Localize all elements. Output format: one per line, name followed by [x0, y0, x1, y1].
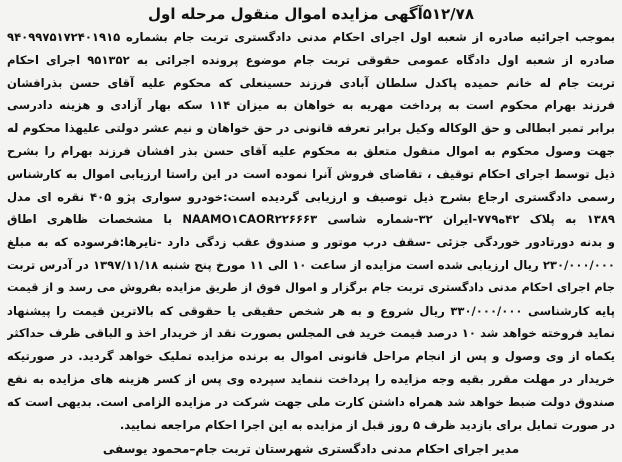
- notice-line: رسمی دادگستری ارجاع بشرح ذیل توصیف و ارزیابی گردیده است:خودرو سواری پژو ۴۰۵ نقره ای مدل: [7, 189, 615, 204]
- notice-line: جهت وصول محکوم به اموال منقول متعلق به محکوم علیه آقای حسن بذر افشان فرزند بهرام را بشرح: [7, 143, 615, 158]
- notice-line: نماید فروخته خواهد شد ۱۰ درصد قیمت خرید فی المجلس بصورت نقد از خریدار اخذ و الباقی ظرف حداکثر: [7, 326, 615, 341]
- notice-line: برابر تمبر ابطالی و حق الوکاله وکیل برابر تعرفه قانونی در حق خواهان و نیم عشر دولتی علیهذا محکوم له: [7, 121, 615, 136]
- notice-line: ۲۳۰/۰۰۰/۰۰۰ ریال ارزیابی شده است مزایده از ساعت ۱۰ الی ۱۱ مورخ پنج شنبه ۱۳۹۷/۱۱/۱۸ در آدرس تربت: [7, 257, 615, 272]
- notice-line: ۱۳۸۹ به پلاک ۴۲ه۷۷۹-ایران ۳۲-شماره شاسی NAAMO۱CAOR۲۲۶۶۶۳ با مشخصات ظاهری اطاق: [7, 212, 615, 227]
- notice-title: ۵۱۲/۷۸آگهی مزایده اموال منقول مرحله اول: [148, 5, 474, 23]
- notice-line: فرزند بهرام محکوم است به پرداخت مهریه به خواهان به میزان ۱۱۴ سکه بهار آزادی و هزینه دادرسی: [7, 98, 615, 113]
- notice-line: یکماه از وی وصول و پس از انجام مراحل قانونی اموال به برنده مزایده تملیک خواهد گردید. در صورتیکه: [7, 349, 615, 364]
- notice-signature: مدیر اجرای احکام مدنی دادگستری شهرستان تربت جام–محمود یوسفی: [102, 442, 520, 457]
- notice-line: خریدار در مهلت مقرر بقیه وجه مزایده را پرداخت ننماید سپرده وی پس از کسر هزینه های مزایده به نفع: [7, 371, 615, 386]
- notice-line: صندوق دولت ضبط خواهد شد همراه داشتن کارت ملی جهت شرکت در مزایده الزامی است. بدیهی است که: [7, 394, 615, 409]
- notice-line: در صورت تمایل برای بازدید ظرف ۵ روز قبل از مزایده به این اجرا احکام مراجعه نمایید.: [119, 417, 615, 432]
- notice-line: بموجب اجرائیه صادره از شعبه اول اجرای احکام مدنی دادگستری تربت جام بشماره ۹۴۰۹۹۷۵۱۷۲۴۰۱۹۱۵: [7, 30, 615, 44]
- notice-line: پایه کارشناسی ۳۳۰/۰۰۰/۰۰۰ ریال شروع و به هر شخص حقیقی یا حقوقی که بالاترین قیمت را پیشنهاد: [7, 303, 615, 318]
- notice-line: صادره از شعبه اول دادگاه عمومی حقوقی تربت جام موضوع پرونده اجرائی به ۹۵۱۳۵۲ اجرای احکام: [7, 52, 615, 67]
- notice-body: [7, 26, 615, 436]
- notice-line: جام اجرای احکام مدنی دادگستری تربت جام برگزار و اموال فوق از طریق مزایده بفروش می رسد و از قیمت: [7, 280, 615, 294]
- notice-line: تربت جام له خانم حمیده پاکدل سلطان آبادی فرزند حسینعلی که محکوم علیه آقای حسن بذرافشان: [7, 75, 615, 90]
- notice-line: ذیل توسط اجرای احکام توقیف ، تقاضای فروش آنرا نموده است در این راستا ارزیابی اموال به کارشناس: [7, 166, 615, 181]
- notice-line: و بدنه دورتادور خوردگی جزئی -سقف درب موتور و صندوق عقب زدگی دارد -تایرها:فرسوده که به مبلغ: [7, 235, 615, 250]
